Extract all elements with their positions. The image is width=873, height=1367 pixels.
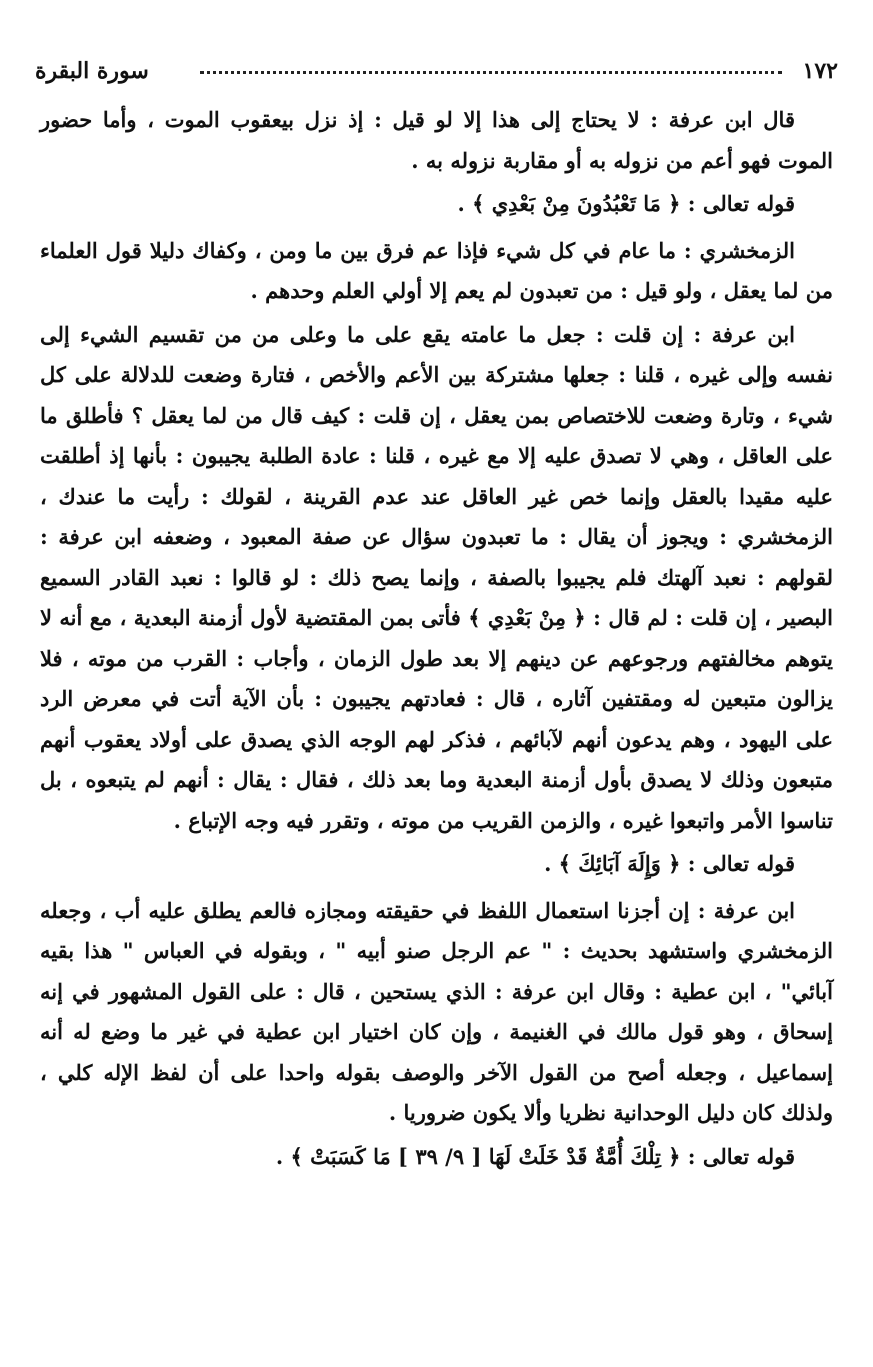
page-body bbox=[40, 100, 833, 1183]
paragraph: ابن عرفة : إن أجزنا استعمال اللفظ في حقيقته ومجازه فالعم يطلق عليه أب ، وجعله الزمخشري واستشهد بحديث : " عم الرجل صنو أبيه " ، وبقوله في العباس " هذا بقيه آبائي" ، ابن عطية : وقال ابن عرفة : الذي يستحين ، قال : على القول المشهور في إنه إسحاق ، وهو قول مالك في الغنيمة ، وإن كان اختيار ابن عطية في غير ما وضع له أنه إسماعيل ، وجعله أصح من القول الآخر والوصف بقوله واحدا على أن لفظ الإله كلي ، ولذلك كان دليل الوحدانية نظريا وألا يكون ضروريا . bbox=[40, 897, 833, 1125]
header-dotted-leader bbox=[200, 71, 782, 74]
page-number: ١٧٢ bbox=[802, 58, 838, 84]
verse-heading: قوله تعالى : ﴿ وَإِلَهَ آبَائِكَ ﴾ . bbox=[544, 851, 795, 876]
paragraph: الزمخشري : ما عام في كل شيء فإذا عم فرق بين ما ومن ، وكفاك دليلا قول العلماء من لما يعقل ، ولو قيل : من تعبدون لم يعم إلا أولي العلم وحدهم . bbox=[40, 237, 833, 303]
page-header bbox=[35, 58, 838, 88]
running-title: سورة البقرة bbox=[35, 58, 149, 84]
paragraph: قال ابن عرفة : لا يحتاج إلى هذا إلا لو قيل : إذ نزل بيعقوب الموت ، وأما حضور الموت فهو أعم من نزوله به أو مقاربة نزوله به . bbox=[40, 107, 833, 173]
verse-heading: قوله تعالى : ﴿ تِلْكَ أُمَّةٌ قَدْ خَلَتْ لَهَا [ ٩/ ٣٩ ] مَا كَسَبَتْ ﴾ . bbox=[275, 1143, 795, 1169]
paragraph: ابن عرفة : إن قلت : جعل ما عامته يقع على ما وعلى من من تقسيم الشيء إلى نفسه وإلى غيره ، قلنا : جعلها مشتركة بين الأعم والأخص ، فتارة وضعت للدلالة على كل شيء ، وتارة وضعت للاختصاص بمن يعقل ، إن قلت : كيف قال من لما يعقل ؟ فأطلق ما على العاقل ، وهي لا تصدق عليه إلا مع غيره ، قلنا : عادة الطلبة يجيبون : بأنها إذ أطلقت عليه مقيدا بالعقل وإنما خص غير العاقل عند عدم القرينة ، لقولك : رأيت ما عندك ، الزمخشري : ويجوز أن يقال : ما تعبدون سؤال عن صفة المعبود ، وضعفه ابن عرفة : لقولهم : نعبد آلهتك فلم يجيبوا بالصفة ، وإنما يصح ذلك : لو قالوا : نعبد القادر السميع البصير ، إن قلت : لم قال : ﴿ مِنْ بَعْدِي ﴾ فأتى بمن المقتضية لأول أزمنة البعدية ، مع أنه لا يتوهم مخالفتهم ورجوعهم عن دينهم إلا بعد طول الزمان ، وأجاب : القرب من موته ، فلا يزالون متبعين له ومقتفين آثاره ، قال : فعادتهم يجيبون : بأن الآية أتت في معرض الرد على اليهود ، وهم يدعون أنهم لآبائهم ، فذكر لهم الوجه الذي يصدق على أولاد يعقوب أنهم متبعون وذلك لا يصدق بأول أزمنة البعدية وما بعد ذلك ، فقال : يقال : أنهم لم يتبعوه ، بل تناسوا الأمر واتبعوا غيره ، والزمن القريب من موته ، وتقرر فيه وجه الإتباع . bbox=[40, 321, 833, 833]
verse-heading: قوله تعالى : ﴿ مَا تَعْبُدُونَ مِنْ بَعْدِي ﴾ . bbox=[457, 191, 795, 216]
